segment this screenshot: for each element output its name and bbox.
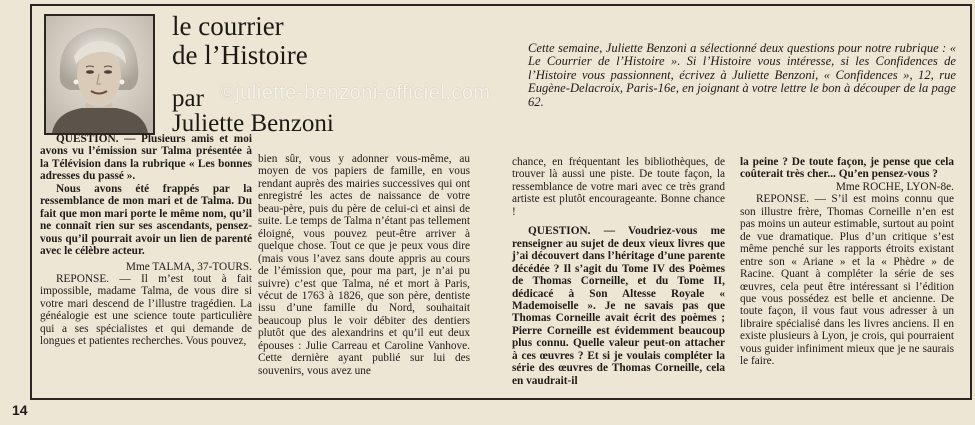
- answer-1-start: REPONSE. — Il m’est tout à fait impossible, madame Talma, de vous dire si votre mari descend de l’illustre tragédien. La généalogie est une science toute particulière qui a ses spécialistes et qui demande de longues et patientes recherches. Vous pouvez,: [40, 272, 252, 348]
- column-3: [512, 156, 725, 387]
- column-4: [740, 156, 954, 368]
- answer-1-end: chance, en fréquentant les bibliothèques, de trouver là aussi une piste. De toute façon, la ressemblance de votre mari avec ce très grand artiste est plutôt encourageante. Bonne chance !: [512, 156, 725, 218]
- question-2: QUESTION. — Voudriez-vous me renseigner au sujet de deux vieux livres que j’ai découvert dans l’héritage d’une parente décédée ? Il s’agit du Tome IV des Poèmes de Thomas Corneille, et du Tome II, dédicacé à Son Altesse Royale « Mademoiselle ». Je ne savais pas que Thomas Corneille avait écrit des poèmes ; Pierre Corneille est évidemment beaucoup plus connu. Quelle valeur peut-on attacher à ces œuvres ? Et si je voulais compléter la série des œuvres de Thomas Corneille, cela en vaudrait-il: [512, 225, 725, 387]
- column-1: [40, 133, 252, 348]
- question-1-part-1: QUESTION. — Plusieurs amis et moi avons vu l’émission sur Talma présentée à la Télévision dans la rubrique « Les bonnes adresses du passé ».: [40, 133, 252, 183]
- author-portrait: [44, 14, 155, 135]
- watermark: ©juliette-benzoni-officiel.com: [220, 82, 491, 104]
- intro-text: Cette semaine, Juliette Benzoni a sélectionné deux questions pour notre rubrique : « Le Courrier de l’Histoire ». Si l’Histoire vous intéresse, si les Confidences de l’Histoire vous passionnent, écrivez à Juliette Benzoni, « Confidences », 12, rue Eugène-Delacroix, Paris-16e, en joignant à votre lettre le bon à découper de la page 62.: [528, 41, 956, 109]
- question-1-part-2: Nous avons été frappés par la ressemblance de mon mari et de Talma. Du fait que mon mari porte le même nom, qu’il ne connaît rien sur ses ascendants, pensez-vous qu’il pourrait avoir un lien de parenté avec le célèbre acteur.: [40, 182, 252, 258]
- author-photo-image: [46, 16, 153, 133]
- question-2-end: la peine ? De toute façon, je pense que cela coûterait très cher... Qu’en pensez-vous ?: [740, 156, 954, 181]
- title-line-2: de l’Histoire: [172, 40, 308, 70]
- column-title: [172, 12, 308, 70]
- question-1-signature: Mme TALMA, 37-TOURS.: [125, 260, 252, 273]
- question-2-signature: Mme ROCHE, LYON-8e.: [835, 180, 954, 193]
- byline-par: par: [172, 85, 204, 112]
- page-number: 14: [12, 402, 28, 418]
- answer-2: REPONSE. — S’il est moins connu que son illustre frère, Thomas Corneille n’en est pas moins un auteur estimable, surtout au point de vue dramatique. Plus d’un critique s’est même penché sur les rapports étroits existant entre son « Ariane » et la « Phèdre » de Racine. Quant à compléter la série de ses œuvres, cela peut être intéressant si l’édition que vous possédez est belle et ancienne. De toute façon, il vous faut vous adresser à un libraire spécialisé dans les livres anciens. Il en existe plusieurs à Lyon, je crois, qui pourraient vous guider infiniment mieux que je ne saurais le faire.: [740, 193, 954, 368]
- author-name: Juliette Benzoni: [172, 110, 334, 137]
- answer-1-continued: bien sûr, vous y adonner vous-même, au moyen de vos papiers de famille, en vous rendant auprès des mairies successives qui ont enregistré les actes de naissance de votre beau-père, puis du père de celui-ci et ainsi de suite. Le temps de Talma n’étant pas tellement éloigné, vous pouvez peut-être arriver à quelque chose. Tout ce que je peux vous dire (mais vous l’avez sans doute appris au cours de l’émission que, pour ma part, je n’ai pu suivre) c’est que Talma, né et mort à Paris, vécut de 1763 à 1826, que son père, dentiste issu d’une famille du Nord, souhaitait beaucoup plus le voir débiter des dentiers plutôt que des alexandrins et qu’il eut deux épouses : Julie Carreau et Caroline Vanhove. Cette dernière ayant publié sur lui des souvenirs, vous avez une: [258, 153, 470, 377]
- column-2: [258, 153, 470, 377]
- title-line-1: le courrier: [172, 11, 284, 41]
